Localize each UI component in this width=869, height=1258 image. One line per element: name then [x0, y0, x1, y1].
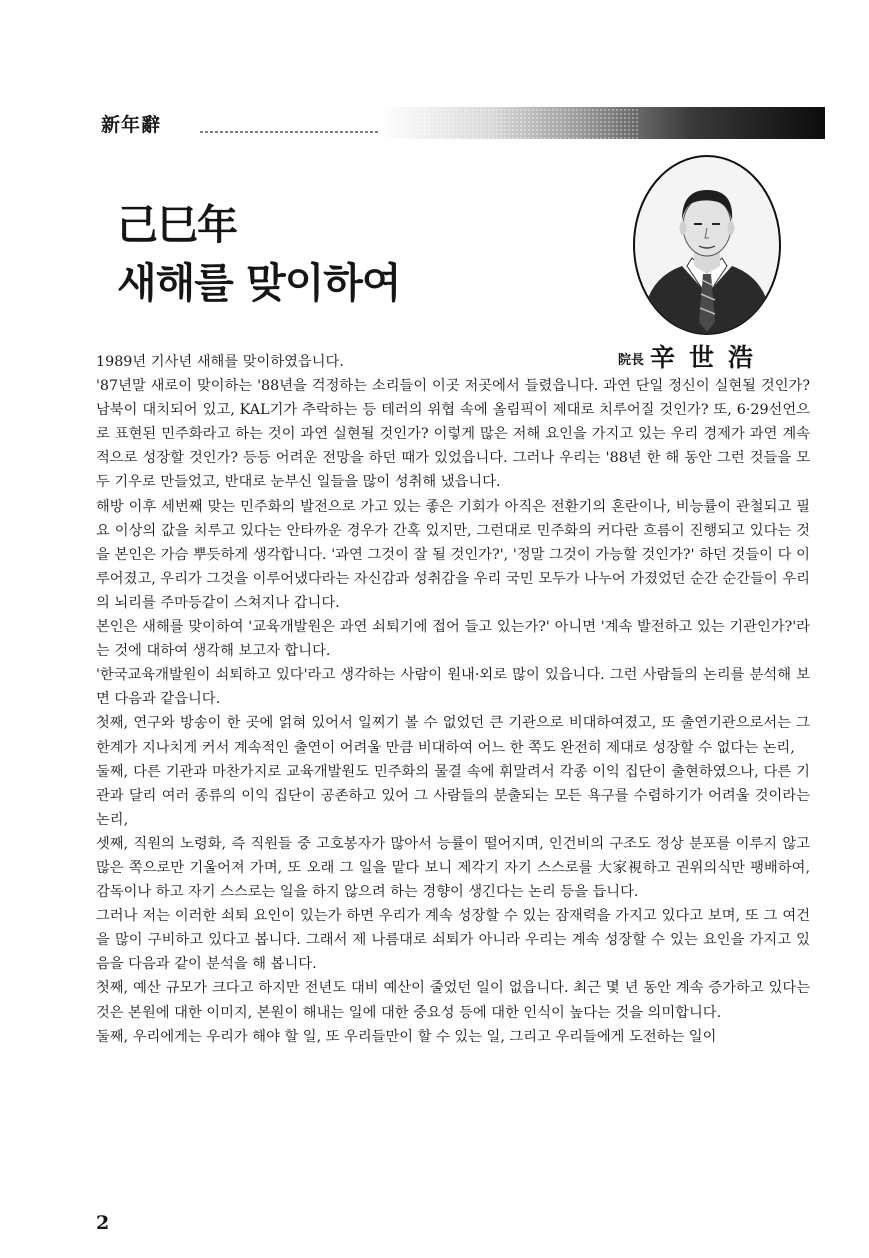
author-title: 院長: [618, 353, 645, 368]
article-body: [96, 350, 810, 1049]
paragraph: 둘째, 우리에게는 우리가 해야 할 일, 또 우리들만이 할 수 있는 일, 그리고 우리들에게 도전하는 일이: [96, 1028, 717, 1045]
paragraph: 그러나 저는 이러한 쇠퇴 요인이 있는가 하면 우리가 계속 성장할 수 있는 잠재력을 가지고 있다고 보며, 또 그 여건을 많이 구비하고 있다고 봅니다. 그래서 제 나름대로 쇠퇴가 아니라 우리는 계속 성장할 수 있는 요인을 가지고 있음을 다음과 같이 분석을 해 봅니다.: [96, 908, 810, 973]
paragraph: 첫째, 연구와 방송이 한 곳에 얽혀 있어서 일찌기 볼 수 없었던 큰 기관으로 비대하여졌고, 또 출연기관으로서는 그 한계가 지나치게 커서 계속적인 출연이 어려울 만큼 비대하여 어느 한 쪽도 완전히 제대로 성장할 수 없다는 논리,: [96, 715, 810, 756]
paragraph: 둘째, 다른 기관과 마찬가지로 교육개발원도 민주화의 물결 속에 휘말려서 각종 이익 집단이 출현하였으나, 다른 기관과 달리 여러 종류의 이익 집단이 공존하고 있어 그 사람들의 분출되는 모든 욕구를 수렴하기가 어려울 것이라는 논리,: [96, 763, 810, 828]
author-name: 辛世浩: [650, 343, 768, 372]
paragraph: 1989년 기사년 새해를 맞이하였읍니다.: [96, 354, 344, 370]
paragraph: 셋째, 직원의 노령화, 즉 직원들 중 고호봉자가 많아서 능률이 떨어지며, 인건비의 구조도 정상 분포를 이루지 않고 많은 쪽으로만 기울어져 가며, 또 오래 그 일을 맡다 보니 제각기 자기 스스로를 大家視하고 권위의식만 팽배하여, 감독이나 하고 자기 스스로는 일을 하지 않으려 하는 경향이 생긴다는 논리 등을 듭니다.: [96, 835, 810, 901]
paragraph: 첫째, 예산 규모가 크다고 하지만 전년도 대비 예산이 줄었던 일이 없읍니다. 최근 몇 년 동안 계속 증가하고 있다는 것은 본원에 대한 이미지, 본원이 해내는 일에 대한 중요성 등에 대한 인식이 높다는 것을 의미합니다.: [96, 980, 810, 1021]
section-label: 新年辭: [101, 114, 162, 136]
author-portrait: [632, 154, 782, 336]
paragraph: '한국교육개발원이 쇠퇴하고 있다'라고 생각하는 사람이 원내·외로 많이 있읍니다. 그런 사람들의 논리를 분석해 보면 다음과 같읍니다.: [96, 667, 810, 708]
paragraph: 해방 이후 세번째 맞는 민주화의 발전으로 가고 있는 좋은 기회가 아직은 전환기의 혼란이나, 비능률이 관철되고 필요 이상의 값을 치루고 있다는 안타까운 경우가 간혹 있지만, 그런대로 민주화의 커다란 흐름이 진행되고 있다는 것을 본인은 가슴 뿌듯하게 생각합니다. '과연 그것이 잘 될 것인가?', '정말 그것이 가능할 것인가?' 하던 것들이 다 이루어졌고, 우리가 그것을 이루어냈다라는 자신감과 성취감을 우리 국민 모두가 나누어 가졌었던 순간 순간들이 우리의 뇌리를 주마등같이 스쳐지나 갑니다.: [96, 498, 810, 611]
title-line-1: 己巳年: [117, 201, 237, 249]
header-rule: [200, 105, 825, 139]
article-title: [117, 196, 401, 312]
title-line-2: 새해를 맞이하여: [117, 259, 401, 307]
paragraph: '87년말 새로이 맞이하는 '88년을 걱정하는 소리들이 이곳 저곳에서 들렸읍니다. 과연 단일 정신이 실현될 것인가? 남북이 대치되어 있고, KAL기가 추락하는 등 테러의 위협 속에 올림픽이 제대로 치루어질 것인가? 또, 6·29선언으로 표현된 민주화라고 하는 것이 과연 실현될 것인가? 이렇게 많은 저해 요인을 가지고 있는 우리 경제가 과연 계속적으로 성장할 것인가? 등등 어려운 전망을 하던 때가 있었읍니다. 그러나 우리는 '88년 한 해 동안 그런 것들을 모두 기우로 만들었고, 반대로 눈부신 일들을 많이 성취해 냈읍니다.: [96, 378, 810, 491]
paragraph: 본인은 새해를 맞이하여 '교육개발원은 과연 쇠퇴기에 접어 들고 있는가?' 아니면 '계속 발전하고 있는 기관인가?'라는 것에 대하여 생각해 보고자 합니다.: [96, 619, 810, 660]
page-number: 2: [96, 1212, 110, 1234]
